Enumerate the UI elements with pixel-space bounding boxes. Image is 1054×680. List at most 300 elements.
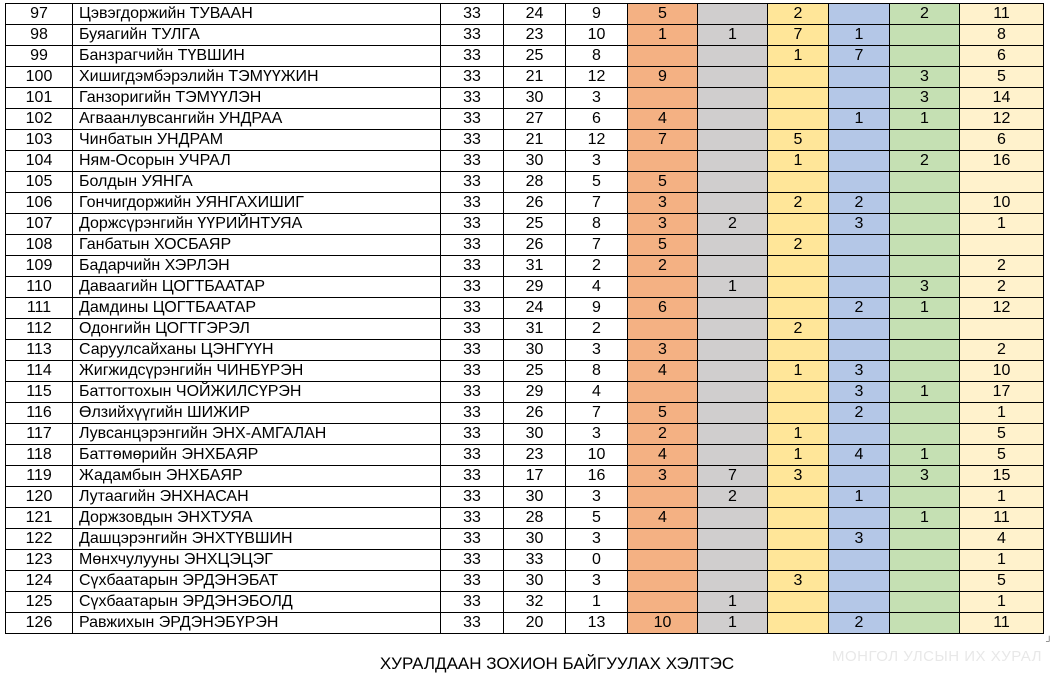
total-sessions-cell: 33: [441, 592, 504, 613]
col-blue-cell: 1: [829, 25, 890, 46]
total-sessions-cell: 33: [441, 319, 504, 340]
row-number-cell: 107: [6, 214, 73, 235]
department-footer: ХУРАЛДААН ЗОХИОН БАЙГУУЛАХ ХЭЛТЭС: [379, 654, 735, 673]
member-name-cell: Өлзийхүүгийн ШИЖИР: [73, 403, 441, 424]
col-salmon-cell: 7: [628, 130, 698, 151]
attended-cell: 29: [504, 382, 566, 403]
attended-cell: 30: [504, 424, 566, 445]
col-lightyellow-cell: 4: [960, 529, 1044, 550]
table-row: [6, 487, 1044, 508]
member-name-cell: Агваанлувсангийн УНДРАА: [73, 109, 441, 130]
row-number-cell: 125: [6, 592, 73, 613]
col-blue-cell: [829, 550, 890, 571]
member-name-cell: Ганзоригийн ТЭМҮҮЛЭН: [73, 88, 441, 109]
table-row: [6, 130, 1044, 151]
col-salmon-cell: 3: [628, 466, 698, 487]
col-green-cell: 3: [890, 67, 960, 88]
total-sessions-cell: 33: [441, 382, 504, 403]
col-yellow-cell: [768, 109, 829, 130]
absent-cell: 16: [566, 466, 628, 487]
col-blue-cell: 3: [829, 361, 890, 382]
col-yellow-cell: [768, 256, 829, 277]
attendance-table: [5, 3, 1044, 634]
total-sessions-cell: 33: [441, 277, 504, 298]
col-yellow-cell: 3: [768, 466, 829, 487]
col-blue-cell: 3: [829, 529, 890, 550]
col-blue-cell: [829, 424, 890, 445]
attended-cell: 29: [504, 277, 566, 298]
col-lightyellow-cell: [960, 319, 1044, 340]
col-gray-cell: [698, 298, 768, 319]
table-row: [6, 319, 1044, 340]
col-green-cell: 2: [890, 151, 960, 172]
member-name-cell: Баттогтохын ЧОЙЖИЛСҮРЭН: [73, 382, 441, 403]
col-lightyellow-cell: 17: [960, 382, 1044, 403]
col-green-cell: 3: [890, 466, 960, 487]
total-sessions-cell: 33: [441, 4, 504, 25]
col-green-cell: [890, 319, 960, 340]
absent-cell: 8: [566, 214, 628, 235]
col-gray-cell: [698, 67, 768, 88]
attended-cell: 30: [504, 151, 566, 172]
col-gray-cell: 2: [698, 214, 768, 235]
absent-cell: 3: [566, 529, 628, 550]
attended-cell: 21: [504, 67, 566, 88]
table-row: [6, 361, 1044, 382]
table-row: [6, 529, 1044, 550]
table-row: [6, 424, 1044, 445]
table-row: [6, 550, 1044, 571]
col-yellow-cell: 1: [768, 424, 829, 445]
col-yellow-cell: [768, 277, 829, 298]
table-row: [6, 298, 1044, 319]
col-blue-cell: 2: [829, 613, 890, 634]
col-blue-cell: [829, 256, 890, 277]
attended-cell: 30: [504, 88, 566, 109]
attended-cell: 32: [504, 592, 566, 613]
col-lightyellow-cell: 5: [960, 424, 1044, 445]
col-salmon-cell: 2: [628, 256, 698, 277]
col-blue-cell: [829, 4, 890, 25]
row-number-cell: 122: [6, 529, 73, 550]
row-number-cell: 101: [6, 88, 73, 109]
col-yellow-cell: 2: [768, 235, 829, 256]
col-gray-cell: [698, 361, 768, 382]
col-green-cell: [890, 340, 960, 361]
col-lightyellow-cell: 11: [960, 613, 1044, 634]
col-green-cell: [890, 424, 960, 445]
corner-mark: ┘: [1046, 636, 1053, 646]
col-blue-cell: [829, 508, 890, 529]
member-name-cell: Доржсүрэнгийн ҮҮРИЙНТУЯА: [73, 214, 441, 235]
table-row: [6, 109, 1044, 130]
col-gray-cell: [698, 151, 768, 172]
col-blue-cell: [829, 151, 890, 172]
total-sessions-cell: 33: [441, 25, 504, 46]
col-lightyellow-cell: 5: [960, 445, 1044, 466]
col-salmon-cell: [628, 592, 698, 613]
col-salmon-cell: [628, 382, 698, 403]
col-yellow-cell: 1: [768, 445, 829, 466]
col-gray-cell: [698, 319, 768, 340]
col-gray-cell: [698, 424, 768, 445]
col-salmon-cell: 5: [628, 403, 698, 424]
col-green-cell: 1: [890, 382, 960, 403]
col-blue-cell: [829, 67, 890, 88]
absent-cell: 12: [566, 130, 628, 151]
absent-cell: 2: [566, 256, 628, 277]
table-row: [6, 214, 1044, 235]
col-yellow-cell: 2: [768, 193, 829, 214]
col-salmon-cell: 4: [628, 361, 698, 382]
col-salmon-cell: 3: [628, 340, 698, 361]
col-green-cell: [890, 214, 960, 235]
col-salmon-cell: [628, 151, 698, 172]
col-lightyellow-cell: 1: [960, 550, 1044, 571]
col-gray-cell: [698, 109, 768, 130]
col-yellow-cell: [768, 340, 829, 361]
total-sessions-cell: 33: [441, 256, 504, 277]
col-yellow-cell: 3: [768, 571, 829, 592]
table-row: [6, 256, 1044, 277]
col-blue-cell: 2: [829, 403, 890, 424]
col-lightyellow-cell: 11: [960, 508, 1044, 529]
col-yellow-cell: 5: [768, 130, 829, 151]
absent-cell: 0: [566, 550, 628, 571]
row-number-cell: 103: [6, 130, 73, 151]
member-name-cell: Ганбатын ХОСБАЯР: [73, 235, 441, 256]
total-sessions-cell: 33: [441, 235, 504, 256]
col-yellow-cell: [768, 214, 829, 235]
member-name-cell: Жигжидсүрэнгийн ЧИНБҮРЭН: [73, 361, 441, 382]
attended-cell: 25: [504, 214, 566, 235]
attended-cell: 30: [504, 340, 566, 361]
col-yellow-cell: 2: [768, 319, 829, 340]
col-green-cell: 1: [890, 298, 960, 319]
attended-cell: 33: [504, 550, 566, 571]
col-blue-cell: [829, 571, 890, 592]
col-green-cell: 2: [890, 4, 960, 25]
col-gray-cell: [698, 235, 768, 256]
col-gray-cell: [698, 172, 768, 193]
col-yellow-cell: [768, 403, 829, 424]
total-sessions-cell: 33: [441, 529, 504, 550]
table-row: [6, 592, 1044, 613]
col-yellow-cell: [768, 67, 829, 88]
member-name-cell: Баттөмөрийн ЭНХБАЯР: [73, 445, 441, 466]
watermark: МОНГОЛ УЛСЫН ИХ ХУРАЛ: [832, 648, 1042, 665]
member-name-cell: Мөнхчулууны ЭНХЦЭЦЭГ: [73, 550, 441, 571]
col-blue-cell: [829, 319, 890, 340]
absent-cell: 1: [566, 592, 628, 613]
col-salmon-cell: [628, 571, 698, 592]
col-gray-cell: 7: [698, 466, 768, 487]
col-lightyellow-cell: 10: [960, 193, 1044, 214]
total-sessions-cell: 33: [441, 67, 504, 88]
attended-cell: 25: [504, 361, 566, 382]
member-name-cell: Сүхбаатарын ЭРДЭНЭБАТ: [73, 571, 441, 592]
col-salmon-cell: 5: [628, 235, 698, 256]
col-lightyellow-cell: 5: [960, 67, 1044, 88]
col-gray-cell: [698, 4, 768, 25]
member-name-cell: Жадамбын ЭНХБАЯР: [73, 466, 441, 487]
row-number-cell: 111: [6, 298, 73, 319]
total-sessions-cell: 33: [441, 298, 504, 319]
col-lightyellow-cell: [960, 172, 1044, 193]
member-name-cell: Дамдины ЦОГТБААТАР: [73, 298, 441, 319]
col-gray-cell: [698, 403, 768, 424]
member-name-cell: Дашцэрэнгийн ЭНХТҮВШИН: [73, 529, 441, 550]
member-name-cell: Лувсанцэрэнгийн ЭНХ-АМГАЛАН: [73, 424, 441, 445]
member-name-cell: Саруулсайханы ЦЭНГҮҮН: [73, 340, 441, 361]
table-row: [6, 403, 1044, 424]
col-yellow-cell: [768, 382, 829, 403]
col-salmon-cell: 6: [628, 298, 698, 319]
col-blue-cell: 1: [829, 109, 890, 130]
col-gray-cell: 1: [698, 25, 768, 46]
col-green-cell: [890, 550, 960, 571]
table-row: [6, 88, 1044, 109]
total-sessions-cell: 33: [441, 445, 504, 466]
absent-cell: 5: [566, 172, 628, 193]
member-name-cell: Бадарчийн ХЭРЛЭН: [73, 256, 441, 277]
col-green-cell: [890, 172, 960, 193]
col-lightyellow-cell: 6: [960, 130, 1044, 151]
col-blue-cell: [829, 130, 890, 151]
col-green-cell: [890, 361, 960, 382]
col-salmon-cell: [628, 277, 698, 298]
col-lightyellow-cell: 2: [960, 340, 1044, 361]
col-salmon-cell: 2: [628, 424, 698, 445]
attended-cell: 23: [504, 25, 566, 46]
col-blue-cell: 1: [829, 487, 890, 508]
member-name-cell: Одонгийн ЦОГТГЭРЭЛ: [73, 319, 441, 340]
absent-cell: 6: [566, 109, 628, 130]
table-row: [6, 46, 1044, 67]
col-gray-cell: [698, 193, 768, 214]
col-lightyellow-cell: 1: [960, 487, 1044, 508]
col-salmon-cell: 10: [628, 613, 698, 634]
attended-cell: 26: [504, 193, 566, 214]
col-salmon-cell: 1: [628, 25, 698, 46]
col-lightyellow-cell: 2: [960, 277, 1044, 298]
col-blue-cell: [829, 172, 890, 193]
table-row: [6, 67, 1044, 88]
col-green-cell: [890, 130, 960, 151]
col-green-cell: 3: [890, 277, 960, 298]
table-row: [6, 25, 1044, 46]
table-row: [6, 508, 1044, 529]
total-sessions-cell: 33: [441, 151, 504, 172]
attended-cell: 28: [504, 508, 566, 529]
col-green-cell: [890, 613, 960, 634]
col-gray-cell: [698, 571, 768, 592]
col-gray-cell: [698, 340, 768, 361]
col-yellow-cell: 1: [768, 151, 829, 172]
col-lightyellow-cell: 16: [960, 151, 1044, 172]
row-number-cell: 118: [6, 445, 73, 466]
absent-cell: 10: [566, 25, 628, 46]
attended-cell: 26: [504, 403, 566, 424]
absent-cell: 9: [566, 4, 628, 25]
attended-cell: 28: [504, 172, 566, 193]
col-salmon-cell: 9: [628, 67, 698, 88]
col-lightyellow-cell: 5: [960, 571, 1044, 592]
row-number-cell: 116: [6, 403, 73, 424]
absent-cell: 4: [566, 382, 628, 403]
col-lightyellow-cell: 12: [960, 298, 1044, 319]
row-number-cell: 99: [6, 46, 73, 67]
col-salmon-cell: 5: [628, 172, 698, 193]
total-sessions-cell: 33: [441, 571, 504, 592]
row-number-cell: 108: [6, 235, 73, 256]
row-number-cell: 112: [6, 319, 73, 340]
col-lightyellow-cell: 15: [960, 466, 1044, 487]
col-salmon-cell: [628, 46, 698, 67]
row-number-cell: 102: [6, 109, 73, 130]
total-sessions-cell: 33: [441, 340, 504, 361]
member-name-cell: Даваагийн ЦОГТБААТАР: [73, 277, 441, 298]
col-green-cell: 1: [890, 445, 960, 466]
row-number-cell: 106: [6, 193, 73, 214]
col-yellow-cell: [768, 592, 829, 613]
row-number-cell: 100: [6, 67, 73, 88]
member-name-cell: Лутаагийн ЭНХНАСАН: [73, 487, 441, 508]
row-number-cell: 121: [6, 508, 73, 529]
col-yellow-cell: [768, 88, 829, 109]
attended-cell: 31: [504, 256, 566, 277]
row-number-cell: 105: [6, 172, 73, 193]
col-green-cell: [890, 256, 960, 277]
table-row: [6, 151, 1044, 172]
col-lightyellow-cell: 12: [960, 109, 1044, 130]
col-salmon-cell: [628, 487, 698, 508]
absent-cell: 5: [566, 508, 628, 529]
col-salmon-cell: [628, 88, 698, 109]
col-green-cell: 1: [890, 508, 960, 529]
row-number-cell: 104: [6, 151, 73, 172]
col-blue-cell: 4: [829, 445, 890, 466]
attended-cell: 26: [504, 235, 566, 256]
table-row: [6, 445, 1044, 466]
col-gray-cell: 1: [698, 277, 768, 298]
col-blue-cell: 3: [829, 382, 890, 403]
col-lightyellow-cell: 14: [960, 88, 1044, 109]
attended-cell: 21: [504, 130, 566, 151]
total-sessions-cell: 33: [441, 214, 504, 235]
row-number-cell: 115: [6, 382, 73, 403]
col-yellow-cell: 7: [768, 25, 829, 46]
absent-cell: 3: [566, 487, 628, 508]
col-green-cell: [890, 592, 960, 613]
col-green-cell: [890, 529, 960, 550]
member-name-cell: Банзрагчийн ТҮВШИН: [73, 46, 441, 67]
col-green-cell: [890, 235, 960, 256]
col-lightyellow-cell: 2: [960, 256, 1044, 277]
attended-cell: 30: [504, 529, 566, 550]
col-green-cell: [890, 571, 960, 592]
col-blue-cell: [829, 277, 890, 298]
total-sessions-cell: 33: [441, 109, 504, 130]
col-gray-cell: [698, 46, 768, 67]
attended-cell: 24: [504, 298, 566, 319]
col-lightyellow-cell: 1: [960, 403, 1044, 424]
attended-cell: 24: [504, 4, 566, 25]
row-number-cell: 113: [6, 340, 73, 361]
col-yellow-cell: [768, 613, 829, 634]
total-sessions-cell: 33: [441, 46, 504, 67]
absent-cell: 2: [566, 319, 628, 340]
total-sessions-cell: 33: [441, 550, 504, 571]
absent-cell: 7: [566, 403, 628, 424]
attended-cell: 30: [504, 487, 566, 508]
total-sessions-cell: 33: [441, 172, 504, 193]
member-name-cell: Равжихын ЭРДЭНЭБҮРЭН: [73, 613, 441, 634]
col-green-cell: [890, 25, 960, 46]
col-gray-cell: 2: [698, 487, 768, 508]
absent-cell: 3: [566, 88, 628, 109]
col-yellow-cell: 1: [768, 361, 829, 382]
col-green-cell: [890, 487, 960, 508]
absent-cell: 3: [566, 571, 628, 592]
absent-cell: 12: [566, 67, 628, 88]
col-blue-cell: [829, 466, 890, 487]
member-name-cell: Ням-Осорын УЧРАЛ: [73, 151, 441, 172]
attended-cell: 20: [504, 613, 566, 634]
table-row: [6, 571, 1044, 592]
member-name-cell: Цэвэгдоржийн ТУВААН: [73, 4, 441, 25]
total-sessions-cell: 33: [441, 424, 504, 445]
row-number-cell: 120: [6, 487, 73, 508]
row-number-cell: 97: [6, 4, 73, 25]
col-blue-cell: [829, 592, 890, 613]
member-name-cell: Чинбатын УНДРАМ: [73, 130, 441, 151]
table-row: [6, 613, 1044, 634]
attended-cell: 30: [504, 571, 566, 592]
col-blue-cell: [829, 88, 890, 109]
member-name-cell: Гончигдоржийн УЯНГАХИШИГ: [73, 193, 441, 214]
member-name-cell: Буяагийн ТУЛГА: [73, 25, 441, 46]
col-gray-cell: [698, 445, 768, 466]
total-sessions-cell: 33: [441, 487, 504, 508]
col-gray-cell: 1: [698, 613, 768, 634]
col-gray-cell: [698, 382, 768, 403]
table-row: [6, 277, 1044, 298]
row-number-cell: 123: [6, 550, 73, 571]
attended-cell: 27: [504, 109, 566, 130]
table-row: [6, 466, 1044, 487]
col-salmon-cell: [628, 529, 698, 550]
col-gray-cell: [698, 529, 768, 550]
row-number-cell: 110: [6, 277, 73, 298]
col-yellow-cell: [768, 298, 829, 319]
col-gray-cell: 1: [698, 592, 768, 613]
total-sessions-cell: 33: [441, 361, 504, 382]
total-sessions-cell: 33: [441, 193, 504, 214]
total-sessions-cell: 33: [441, 403, 504, 424]
col-yellow-cell: [768, 508, 829, 529]
col-salmon-cell: 4: [628, 445, 698, 466]
absent-cell: 10: [566, 445, 628, 466]
absent-cell: 3: [566, 340, 628, 361]
absent-cell: 3: [566, 424, 628, 445]
col-lightyellow-cell: [960, 235, 1044, 256]
col-lightyellow-cell: 1: [960, 214, 1044, 235]
attended-cell: 25: [504, 46, 566, 67]
col-gray-cell: [698, 508, 768, 529]
row-number-cell: 98: [6, 25, 73, 46]
col-green-cell: [890, 403, 960, 424]
